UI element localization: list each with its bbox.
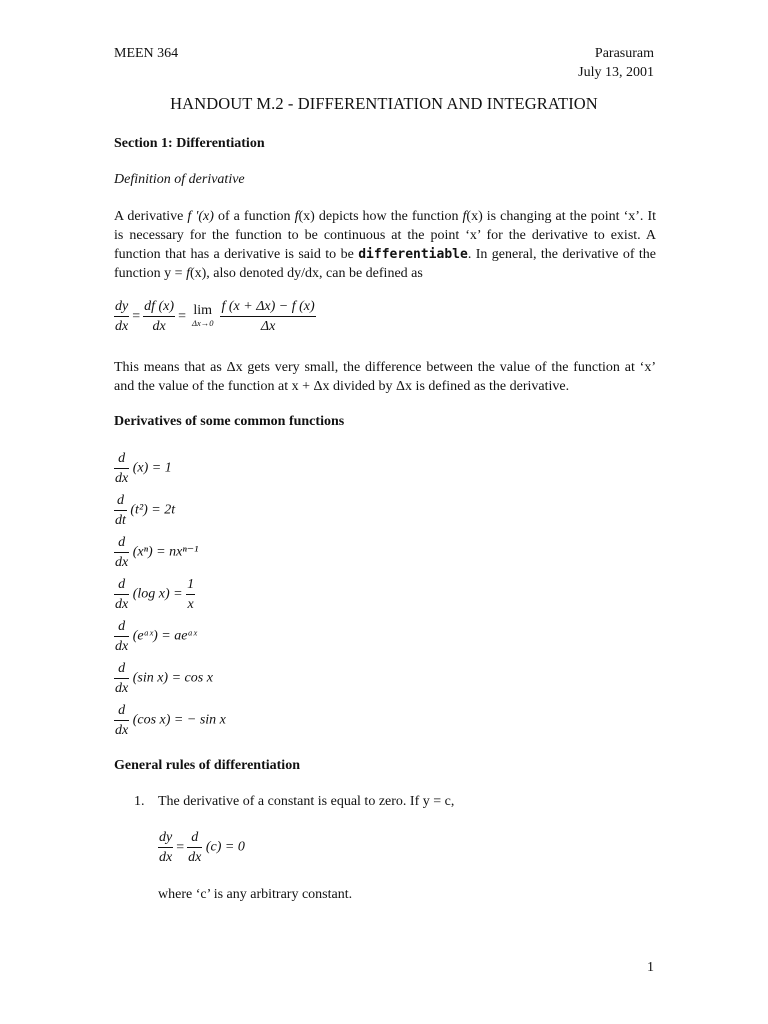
eq-denominator: dx [159, 850, 173, 865]
equals-sign: = [132, 308, 141, 324]
intro-text: A derivative [114, 209, 188, 224]
result-numerator: 1 [186, 575, 195, 595]
eq-numerator: dy [114, 297, 129, 317]
eq-denominator: dx [115, 319, 129, 334]
d-numerator: d [114, 533, 129, 553]
derivative-result: (cos x) = − sin x [132, 712, 226, 728]
d-numerator: d [114, 659, 129, 679]
eq-denominator: Δx [260, 319, 276, 334]
d-numerator: d [114, 701, 129, 721]
document-date: July 13, 2001 [578, 65, 654, 80]
derivative-result: (x) = 1 [132, 460, 172, 476]
derivative-definition-equation [114, 297, 316, 336]
f-symbol: f [186, 266, 190, 281]
d-denominator: dx [115, 723, 129, 738]
author-name: Parasuram [594, 46, 654, 61]
eq-numerator: d [187, 828, 202, 848]
intro-paragraph [114, 207, 656, 283]
d-numerator: d [114, 449, 129, 469]
derivative-item [114, 617, 197, 656]
page-number: 1 [647, 960, 654, 975]
derivative-result: (t²) = 2t [130, 502, 176, 518]
d-numerator: d [114, 491, 127, 511]
d-denominator: dx [115, 597, 129, 612]
d-numerator: d [114, 575, 129, 595]
eq-numerator: f (x + Δx) − f (x) [220, 297, 315, 317]
intro-text: (x) is changing at the point ‘x’. It is necessary for the function to be continuous at the point ‘x’ for the derivative to exist. A function that has a derivative is said to be [114, 209, 657, 262]
eq-numerator: df (x) [143, 297, 175, 317]
general-rules-heading: General rules of differentiation [114, 758, 300, 773]
limit-subscript: Δx→0 [191, 317, 214, 328]
result-denominator: x [187, 597, 194, 612]
derivative-result: (eᵃˣ) = aeᵃˣ [132, 628, 197, 644]
d-denominator: dt [115, 513, 126, 528]
differentiable-term: differentiable [358, 247, 468, 262]
eq-denominator: dx [152, 319, 166, 334]
derivative-item [114, 659, 213, 698]
f-prime-symbol: f ′(x) [187, 209, 214, 224]
derivative-item [114, 533, 198, 572]
derivative-result: (log x) = [132, 586, 183, 602]
constant-rule-equation [158, 828, 245, 867]
intro-text: . In general, the derivative of the function y = [114, 247, 656, 281]
derivative-result: (sin x) = cos x [132, 670, 213, 686]
common-derivatives-heading: Derivatives of some common functions [114, 414, 345, 429]
derivative-item [114, 575, 195, 614]
explanation-paragraph: This means that as Δx gets very small, the difference between the value of the function at ‘x’ and the value of the function at x + Δx divided by Δx is defined as the derivative. [114, 360, 656, 394]
page-title: HANDOUT M.2 - DIFFERENTIATION AND INTEGRATION [170, 94, 598, 113]
subsection-heading: Definition of derivative [114, 172, 245, 187]
derivative-item [114, 491, 175, 530]
derivative-item [114, 701, 226, 740]
section-heading: Section 1: Differentiation [114, 136, 265, 151]
intro-text: (x) depicts how the function [298, 209, 463, 224]
d-numerator: d [114, 617, 129, 637]
constant-note: where ‘c’ is any arbitrary constant. [158, 887, 353, 902]
eq-denominator: dx [188, 850, 202, 865]
d-denominator: dx [115, 555, 129, 570]
derivative-item [114, 449, 172, 488]
f-symbol: f [462, 209, 467, 224]
course-code: MEEN 364 [114, 46, 179, 61]
list-number: 1. [134, 794, 145, 809]
equals-sign: = [178, 308, 186, 324]
f-symbol: f [294, 209, 299, 224]
eq-numerator: dy [158, 828, 173, 848]
d-denominator: dx [115, 681, 129, 696]
derivative-result: (xⁿ) = nxⁿ⁻¹ [132, 544, 199, 560]
intro-text: (x), also denoted dy/dx, can be defined as [189, 266, 423, 281]
d-denominator: dx [115, 639, 129, 654]
equation-result: (c) = 0 [205, 839, 245, 855]
rule-text: The derivative of a constant is equal to zero. If y = c, [158, 794, 455, 809]
equals-sign: = [176, 839, 185, 855]
d-denominator: dx [115, 471, 129, 486]
limit-operator: lim [193, 302, 213, 318]
intro-text: of a function [213, 209, 295, 224]
